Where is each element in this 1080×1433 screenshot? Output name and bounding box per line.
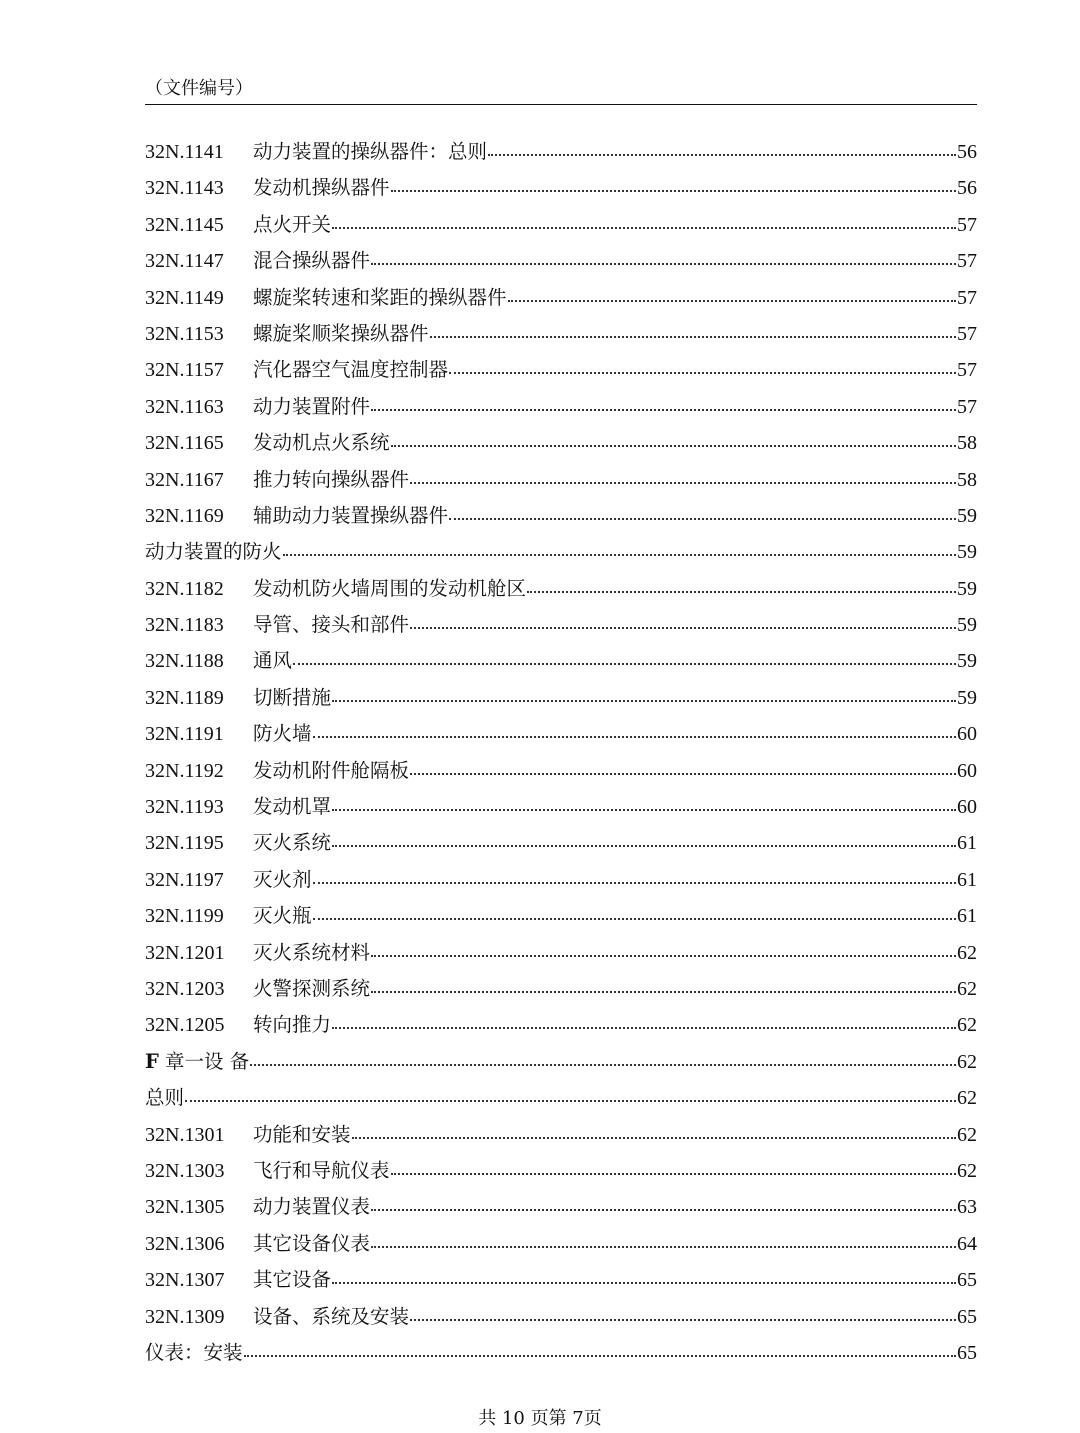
- toc-entry-code: 32N.1195: [145, 832, 224, 855]
- toc-entry-title: 灭火系统材料: [253, 940, 371, 964]
- toc-entry-code: 32N.1149: [145, 286, 224, 309]
- dot-leader: [313, 902, 956, 922]
- toc-entry-page-number: 59: [957, 541, 977, 564]
- dot-leader: [332, 1011, 956, 1031]
- toc-entry-title: 动力装置附件: [253, 394, 371, 418]
- toc-entry-title: 推力转向操纵器件: [253, 467, 410, 491]
- dot-leader: [185, 1084, 956, 1104]
- toc-entry-title: 灭火系统: [253, 831, 332, 855]
- toc-entry-code: 32N.1205: [145, 1014, 225, 1037]
- dot-leader: [430, 320, 956, 340]
- toc-entry-code: 32N.1145: [145, 213, 224, 236]
- toc-entry-code: 32N.1153: [145, 322, 224, 345]
- toc-entry-title: 汽化器空气温度控制器: [253, 358, 449, 382]
- table-of-contents: [145, 134, 977, 1371]
- toc-entry-title: 发动机操纵器件: [253, 176, 390, 200]
- toc-entry-page-number: 64: [957, 1232, 977, 1255]
- toc-entry-title: 其它设备: [253, 1268, 332, 1292]
- toc-entry-code: 32N.1192: [145, 759, 224, 782]
- dot-leader: [410, 1303, 956, 1323]
- dot-leader: [283, 538, 956, 558]
- toc-entry[interactable]: [145, 352, 977, 388]
- toc-entry-code: 32N.1306: [145, 1232, 225, 1255]
- toc-entry[interactable]: [145, 134, 977, 170]
- toc-entry[interactable]: [145, 316, 977, 352]
- toc-entry[interactable]: [145, 1226, 977, 1262]
- dot-leader: [332, 793, 956, 813]
- toc-entry-page-number: 62: [957, 1123, 977, 1146]
- toc-entry-page-number: 58: [957, 432, 977, 455]
- toc-entry-title: 发动机点火系统: [253, 431, 390, 455]
- toc-entry-title: 总则: [145, 1086, 185, 1110]
- dot-leader: [410, 757, 956, 777]
- dot-leader: [250, 1048, 956, 1068]
- toc-entry-page-number: 61: [957, 868, 977, 891]
- dot-leader: [449, 502, 956, 522]
- toc-entry-page-number: 59: [957, 504, 977, 527]
- toc-entry[interactable]: [145, 1153, 977, 1189]
- toc-entry-page-number: 57: [957, 322, 977, 345]
- toc-entry-page-number: 59: [957, 650, 977, 673]
- dot-leader: [391, 1157, 956, 1177]
- toc-entry-code: 32N.1147: [145, 250, 224, 273]
- dot-leader: [332, 684, 956, 704]
- dot-leader: [449, 356, 956, 376]
- toc-entry-title: 混合操纵器件: [253, 249, 371, 273]
- toc-entry[interactable]: [145, 1299, 977, 1335]
- toc-entry-page-number: 62: [957, 1087, 977, 1110]
- toc-entry-page-number: 62: [957, 1014, 977, 1037]
- toc-entry-page-number: 61: [957, 905, 977, 928]
- toc-entry[interactable]: [145, 643, 977, 679]
- toc-entry-title: 发动机防火墙周围的发动机舱区: [253, 576, 527, 600]
- toc-entry-title: 导管、接头和部件: [253, 613, 410, 637]
- toc-entry-code: 32N.1141: [145, 141, 224, 163]
- toc-section-heading[interactable]: [145, 1335, 977, 1371]
- toc-entry[interactable]: [145, 280, 977, 316]
- toc-entry-page-number: 60: [957, 723, 977, 746]
- toc-entry-page-number: 57: [957, 395, 977, 418]
- toc-entry-page-number: 56: [957, 177, 977, 200]
- toc-entry-code: 32N.1165: [145, 432, 224, 455]
- toc-entry-code: 32N.1305: [145, 1196, 225, 1219]
- dot-leader: [371, 939, 956, 959]
- toc-entry[interactable]: [145, 425, 977, 461]
- page-count: 共 10 页第 7页: [478, 1408, 602, 1429]
- toc-entry-title: 灭火瓶: [253, 904, 312, 928]
- toc-entry-code: 32N.1193: [145, 796, 224, 819]
- dot-leader: [371, 393, 956, 413]
- toc-entry-code: 32N.1203: [145, 977, 225, 1000]
- toc-entry-title: 飞行和导航仪表: [253, 1158, 390, 1182]
- toc-entry[interactable]: [145, 462, 977, 498]
- toc-entry-title: 设备、系统及安装: [253, 1304, 410, 1328]
- toc-entry-page-number: 59: [957, 686, 977, 709]
- toc-entry[interactable]: [145, 898, 977, 934]
- toc-entry-page-number: 65: [957, 1341, 977, 1364]
- dot-leader: [352, 1121, 956, 1141]
- toc-entry-title: 发动机罩: [253, 795, 332, 819]
- dot-leader: [332, 211, 956, 231]
- toc-entry-title: 火警探测系统: [253, 976, 371, 1000]
- toc-entry-page-number: 60: [957, 796, 977, 819]
- toc-section-heading[interactable]: [145, 534, 977, 570]
- dot-leader: [527, 575, 956, 595]
- toc-entry-title: 防火墙: [253, 722, 312, 746]
- toc-entry-page-number: 65: [957, 1305, 977, 1328]
- toc-entry-code: 32N.1309: [145, 1305, 225, 1328]
- toc-entry-title: 功能和安装: [253, 1122, 351, 1146]
- toc-entry-page-number: 62: [957, 1050, 977, 1073]
- dot-leader: [332, 829, 956, 849]
- toc-entry-page-number: 56: [957, 141, 977, 163]
- toc-entry-page-number: 61: [957, 832, 977, 855]
- toc-entry[interactable]: [145, 716, 977, 752]
- dot-leader: [293, 647, 956, 667]
- toc-entry-page-number: 63: [957, 1196, 977, 1219]
- toc-entry-code: 32N.1301: [145, 1123, 225, 1146]
- toc-entry-title: 转向推力: [253, 1013, 332, 1037]
- toc-entry[interactable]: [145, 498, 977, 534]
- chapter-letter: F: [145, 1049, 159, 1073]
- toc-entry-title: 发动机附件舱隔板: [253, 758, 410, 782]
- toc-entry-title: 辅助动力装置操纵器件: [253, 503, 449, 527]
- toc-entry-code: 32N.1157: [145, 359, 224, 382]
- toc-entry-page-number: 57: [957, 250, 977, 273]
- toc-entry-page-number: 57: [957, 286, 977, 309]
- toc-entry-title: 通风: [253, 649, 293, 673]
- dot-leader: [332, 1266, 956, 1286]
- page-footer: [0, 1404, 1080, 1430]
- toc-entry[interactable]: [145, 935, 977, 971]
- toc-entry-title: 仪表：安装: [145, 1340, 243, 1364]
- toc-entry-page-number: 62: [957, 977, 977, 1000]
- toc-entry[interactable]: [145, 243, 977, 279]
- toc-entry-title: 动力装置的防火: [145, 540, 282, 564]
- document-header: [145, 78, 977, 105]
- dot-leader: [371, 247, 956, 267]
- toc-entry-code: 32N.1189: [145, 686, 224, 709]
- dot-leader: [488, 138, 956, 158]
- toc-entry-code: 32N.1191: [145, 723, 224, 746]
- toc-entry-code: 32N.1169: [145, 504, 224, 527]
- toc-entry-page-number: 59: [957, 614, 977, 637]
- toc-entry[interactable]: [145, 1262, 977, 1298]
- toc-entry[interactable]: [145, 1117, 977, 1153]
- toc-entry-page-number: 62: [957, 1159, 977, 1182]
- toc-entry-page-number: 57: [957, 213, 977, 236]
- dot-leader: [410, 611, 956, 631]
- toc-entry-code: 32N.1143: [145, 177, 224, 200]
- toc-entry[interactable]: [145, 825, 977, 861]
- toc-entry-code: 32N.1167: [145, 468, 224, 491]
- toc-entry[interactable]: [145, 571, 977, 607]
- dot-leader: [371, 1193, 956, 1213]
- toc-entry-code: 32N.1182: [145, 577, 224, 600]
- toc-entry[interactable]: [145, 207, 977, 243]
- toc-entry-page-number: 58: [957, 468, 977, 491]
- toc-entry-title: 其它设备仪表: [253, 1231, 371, 1255]
- toc-entry-title: 螺旋桨顺桨操纵器件: [253, 321, 429, 345]
- toc-entry[interactable]: [145, 753, 977, 789]
- dot-leader: [508, 284, 956, 304]
- toc-entry[interactable]: [145, 862, 977, 898]
- dot-leader: [313, 866, 956, 886]
- toc-entry-code: 32N.1183: [145, 614, 224, 637]
- toc-entry-page-number: 65: [957, 1269, 977, 1292]
- toc-entry-code: 32N.1163: [145, 395, 224, 418]
- toc-entry-page-number: 59: [957, 577, 977, 600]
- toc-entry-page-number: 60: [957, 759, 977, 782]
- toc-entry-title: 切断措施: [253, 685, 332, 709]
- toc-section-heading[interactable]: [145, 1080, 977, 1116]
- toc-entry-title: F 章一设 备: [145, 1049, 250, 1073]
- dot-leader: [391, 174, 956, 194]
- toc-entry[interactable]: [145, 1007, 977, 1043]
- dot-leader: [371, 1230, 956, 1250]
- toc-entry[interactable]: [145, 680, 977, 716]
- toc-entry-title: 灭火剂: [253, 867, 312, 891]
- toc-entry-code: 32N.1197: [145, 868, 224, 891]
- toc-entry-title: 动力装置的操纵器件：总则: [253, 140, 488, 163]
- dot-leader: [371, 975, 956, 995]
- toc-entry-code: 32N.1201: [145, 941, 225, 964]
- toc-entry[interactable]: [145, 789, 977, 825]
- toc-entry-title: 螺旋桨转速和桨距的操纵器件: [253, 285, 507, 309]
- dot-leader: [410, 466, 956, 486]
- toc-entry-page-number: 57: [957, 359, 977, 382]
- toc-entry[interactable]: [145, 607, 977, 643]
- document-number: （文件编号）: [145, 78, 253, 99]
- toc-entry-title: 动力装置仪表: [253, 1195, 371, 1219]
- toc-entry-code: 32N.1303: [145, 1159, 225, 1182]
- toc-entry[interactable]: [145, 1189, 977, 1225]
- toc-entry-code: 32N.1199: [145, 905, 224, 928]
- toc-entry[interactable]: [145, 389, 977, 425]
- dot-leader: [313, 720, 956, 740]
- toc-entry-title: 点火开关: [253, 212, 332, 236]
- dot-leader: [244, 1339, 956, 1359]
- toc-entry-code: 32N.1307: [145, 1269, 225, 1292]
- toc-entry-code: 32N.1188: [145, 650, 224, 673]
- toc-entry[interactable]: [145, 170, 977, 206]
- toc-entry-page-number: 62: [957, 941, 977, 964]
- toc-section-heading[interactable]: [145, 1044, 977, 1080]
- toc-entry[interactable]: [145, 971, 977, 1007]
- dot-leader: [391, 429, 956, 449]
